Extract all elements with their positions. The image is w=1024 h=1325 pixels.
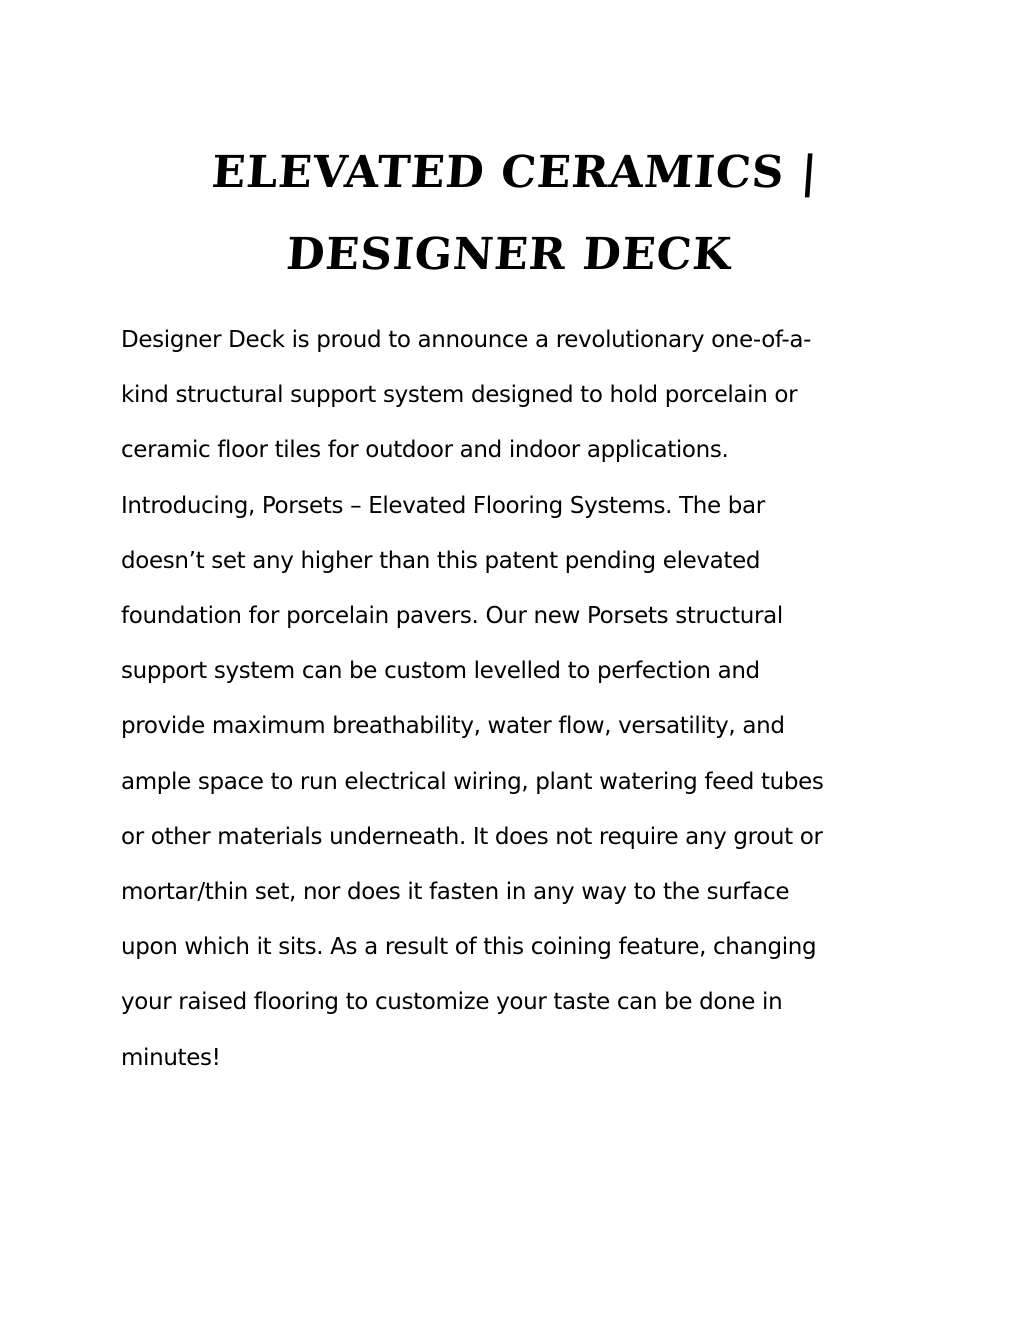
body-paragraph (121, 313, 911, 1086)
body-line: mortar/thin set, nor does it fasten in any way to the surface (121, 879, 790, 906)
body-line: Designer Deck is proud to announce a revolutionary one-of-a- (121, 327, 812, 353)
body-line: provide maximum breathability, water flow, versatility, and (121, 713, 785, 740)
body-line: upon which it sits. As a result of this coining feature, changing (121, 934, 817, 961)
body-line: support system can be custom levelled to perfection and (121, 658, 760, 685)
title-line: DESIGNER DECK (284, 229, 734, 280)
body-line: kind structural support system designed to hold porcelain or (121, 382, 798, 409)
document-title (94, 132, 929, 296)
body-line: doesn’t set any higher than this patent pending elevated (121, 547, 761, 574)
body-line: foundation for porcelain pavers. Our new Porsets structural (121, 603, 783, 630)
body-line: ample space to run electrical wiring, plant watering feed tubes (121, 768, 824, 795)
body-line: ceramic floor tiles for outdoor and indoor applications. (121, 437, 729, 464)
body-line: Introducing, Porsets – Elevated Flooring Systems. The bar (121, 492, 765, 519)
body-line: or other materials underneath. It does not require any grout or (121, 823, 823, 850)
body-line: your raised flooring to customize your taste can be done in (121, 989, 783, 1016)
title-line: ELEVATED CERAMICS | (210, 147, 820, 198)
body-line: minutes! (121, 1044, 221, 1071)
